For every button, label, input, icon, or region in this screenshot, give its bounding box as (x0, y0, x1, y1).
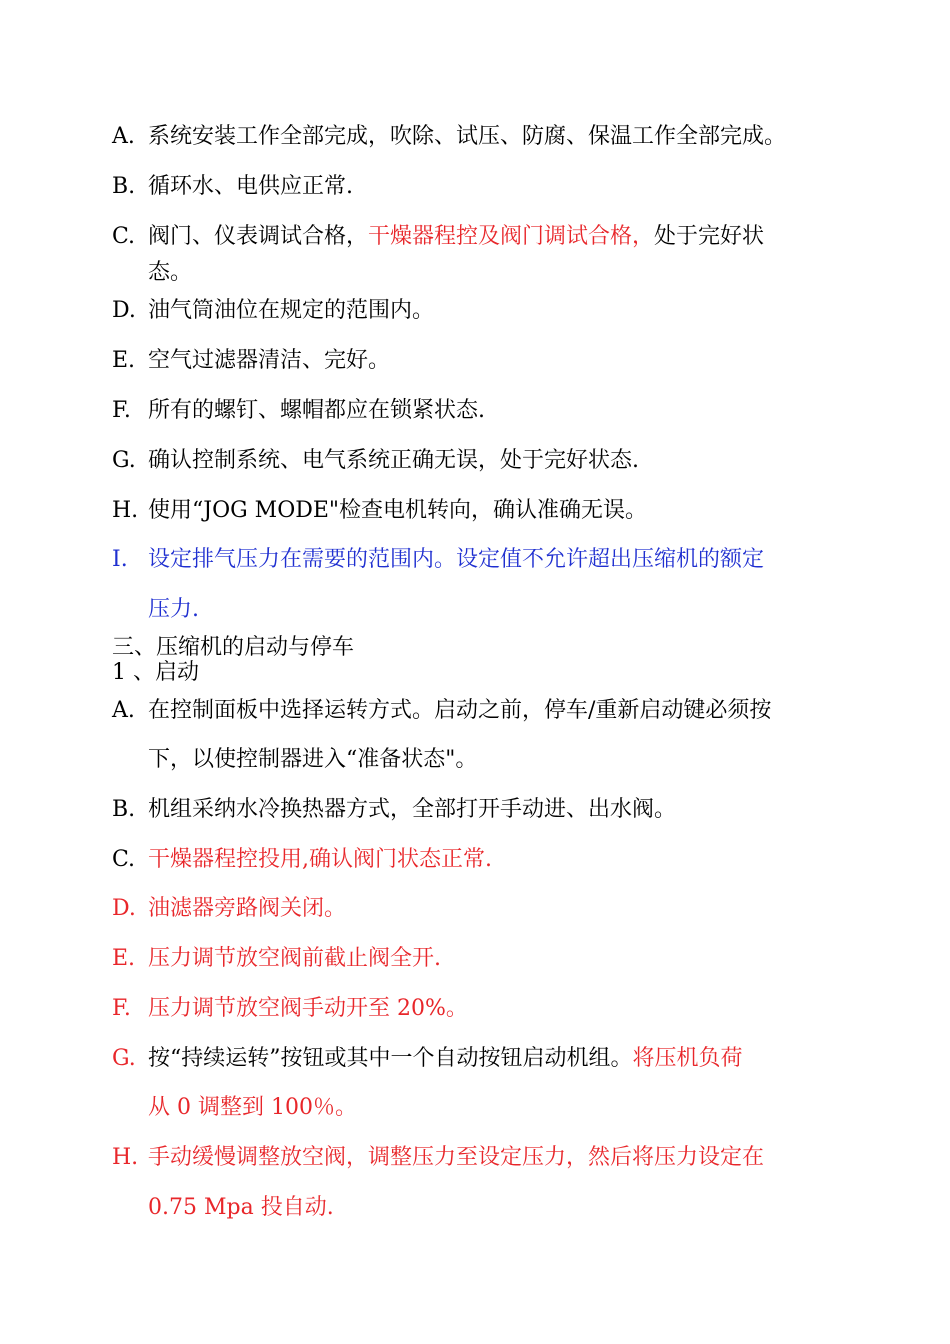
item-text: 系统安装工作全部完成，吹除、试压、防腐、保温工作全部完成。 (148, 124, 787, 149)
item-label: B. (112, 174, 136, 199)
item-text: 所有的螺钉、螺帽都应在锁紧状态. (148, 398, 485, 423)
subsection-heading: 1 、启动 (112, 660, 199, 685)
item-label: I. (112, 547, 128, 572)
item-label: G. (112, 1046, 136, 1071)
item-label: F. (112, 398, 131, 423)
item-text-highlight: 干燥器程控及阀门调试合格， (368, 224, 655, 249)
list-item (112, 895, 842, 923)
list-item (112, 846, 842, 874)
item-text: 压力调节放空阀前截止阀全开. (148, 946, 441, 971)
item-label: E. (112, 348, 136, 373)
item-label: C. (112, 224, 136, 249)
item-text: 油滤器旁路阀关闭。 (148, 896, 347, 921)
list-item (112, 347, 842, 375)
item-label: C. (112, 847, 136, 872)
item-text-part: 按“持续运转”按钮或其中一个自动按钮启动机组。 (148, 1046, 633, 1071)
list-item (112, 223, 842, 251)
item-text (148, 1045, 842, 1073)
list-item (112, 447, 842, 475)
item-text: 循环水、电供应正常. (148, 174, 353, 199)
list-item (112, 796, 842, 824)
list-item (112, 173, 842, 201)
item-text (148, 223, 842, 251)
item-label: E. (112, 946, 136, 971)
item-text: 确认控制系统、电气系统正确无误，处于完好状态. (148, 448, 639, 473)
item-text: 使用“JOG MODE"检查电机转向，确认准确无误。 (148, 498, 648, 523)
list-item (112, 397, 842, 425)
item-text-continuation: 态。 (148, 260, 193, 285)
list-item (112, 546, 842, 574)
item-text: 机组采纳水冷换热器方式，全部打开手动进、出水阀。 (148, 797, 677, 822)
item-label: H. (112, 1145, 139, 1170)
item-text: 空气过滤器清洁、完好。 (148, 348, 391, 373)
list-item (112, 945, 842, 973)
list-item (112, 297, 842, 325)
item-label: F. (112, 996, 131, 1021)
item-label: D. (112, 896, 136, 921)
item-text-part: 阀门、仪表调试合格， (148, 224, 369, 249)
item-text: 设定排气压力在需要的范围内。设定值不允许超出压缩机的额定 (148, 547, 765, 572)
item-label: H. (112, 498, 139, 523)
item-label: D. (112, 298, 136, 323)
section-heading: 三、压缩机的启动与停车 (112, 635, 355, 660)
list-item (112, 697, 842, 725)
list-item (112, 123, 842, 151)
list-item (112, 1144, 842, 1172)
list-item (112, 995, 842, 1023)
item-text-continuation: 下，以使控制器进入“准备状态"。 (148, 747, 478, 772)
item-text-continuation: 压力. (148, 597, 199, 622)
item-text: 干燥器程控投用,确认阀门状态正常. (148, 847, 492, 872)
item-text-part: 处于完好状 (654, 224, 765, 249)
list-item (112, 1045, 842, 1073)
item-text: 油气筒油位在规定的范围内。 (148, 298, 435, 323)
item-text: 在控制面板中选择运转方式。启动之前，停车/重新启动键必须按 (148, 698, 772, 723)
item-text: 压力调节放空阀手动开至 20%。 (148, 996, 468, 1021)
list-item (112, 497, 842, 525)
item-text-continuation: 0.75 Mpa 投自动. (148, 1195, 334, 1220)
item-label: A. (112, 124, 135, 149)
item-label: B. (112, 797, 136, 822)
item-text: 手动缓慢调整放空阀，调整压力至设定压力，然后将压力设定在 (148, 1145, 765, 1170)
item-label: G. (112, 448, 136, 473)
item-text-continuation: 从 0 调整到 100％。 (148, 1095, 357, 1120)
item-label: A. (112, 698, 135, 723)
item-text-highlight: 将压机负荷 (632, 1046, 743, 1071)
